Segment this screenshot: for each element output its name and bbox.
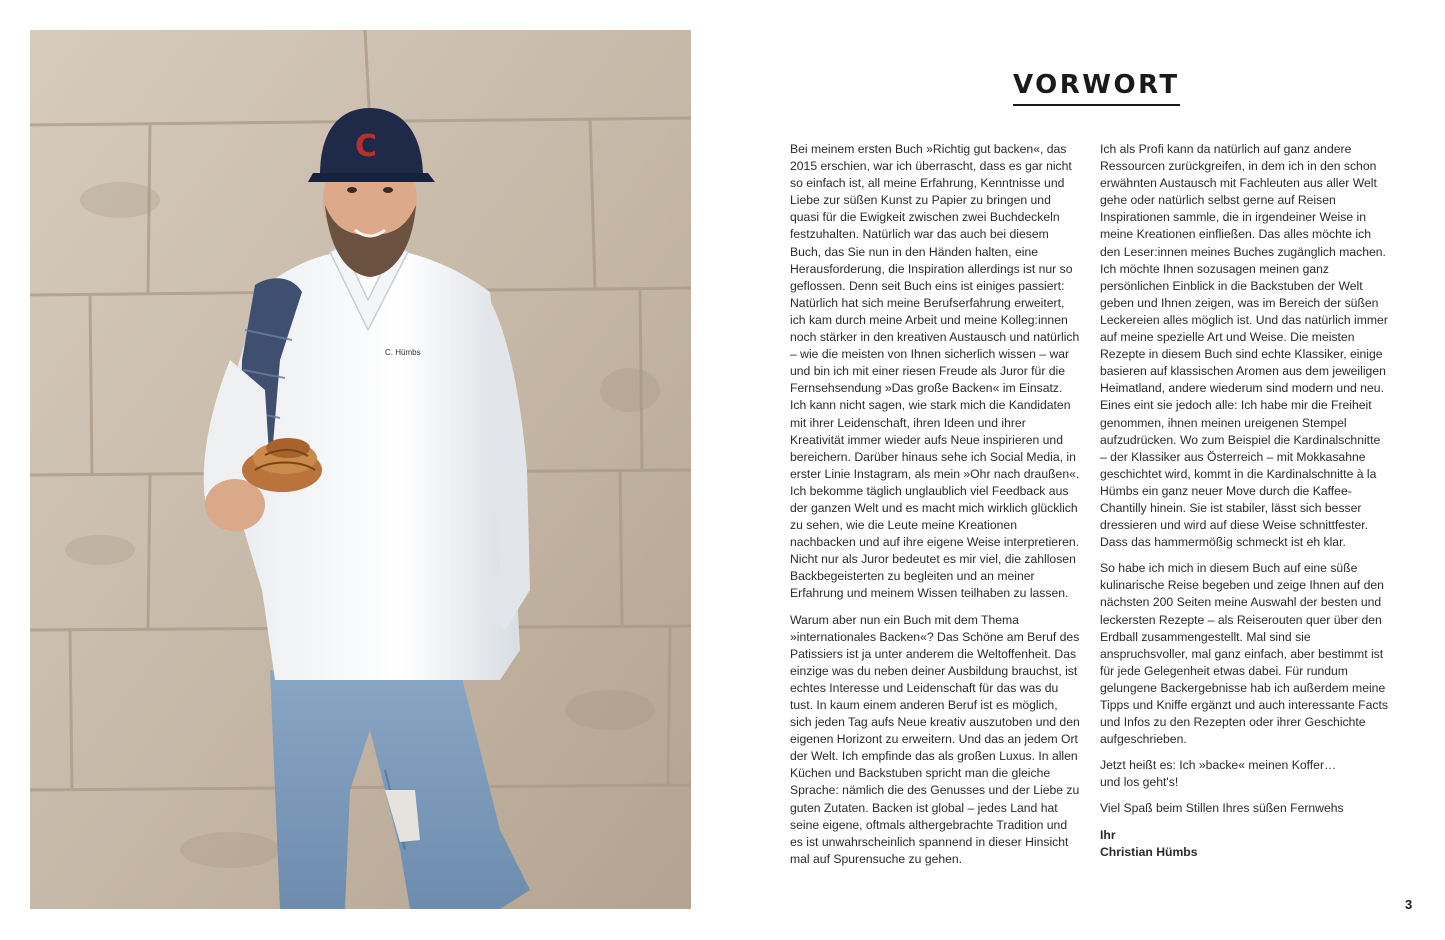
- signature-greeting: Ihr: [1100, 827, 1116, 842]
- page-number: 3: [1405, 897, 1413, 912]
- text-column-left: [790, 141, 1080, 877]
- jacket-name: C. Hümbs: [385, 348, 421, 357]
- paragraph: Warum aber nun ein Buch mit dem Thema »internationales Backen«? Das Schöne am Beruf des Patissiers ist ja unter anderem die Weltoffenheit. Das einzige was du neben deiner Ausbildung brauchst, ist echtes Interesse und Leidenschaft für das was du tust. In kaum einem anderen Beruf ist es möglich, sich jeden Tag aufs Neue kreativ auszutoben und den eigenen Horizont zu erweitern. Und das an jedem Ort der Welt. Ich empfinde das als großen Luxus. In allen Küchen und Backstuben spricht man die gleiche Sprache: nämlich die des Genusses und der Liebe zu guten Zutaten. Backen ist global – jedes Land hat seine eigene, oftmals althergebrachte Tradition und es ist unwahrscheinlich spannend in dieser Hinsicht mal auf Spurensuche zu gehen.: [790, 612, 1080, 866]
- paragraph: Ich als Profi kann da natürlich auf ganz andere Ressourcen zurückgreifen, in dem ich in den schon erwähnten Austausch mit Fachleuten aus aller Welt gehe oder natürlich selbst gerne auf Reisen Inspirationen sammle, die in irgendeiner Weise in meine Kreationen einfließen. Das alles möchte ich den Leser:innen meines Buches zugänglich machen. Ich möchte Ihnen sozusagen meinen ganz persönlichen Einblick in die Backstuben der Welt geben und Ihnen zeigen, was im Bereich der süßen Leckereien alles möglich ist. Und das natürlich immer auf meine spezielle Art und Weise. Die meisten Rezepte in diesem Buch sind echte Klassiker, einige basieren auf klassischen Aromen aus dem jeweiligen Heimatland, andere wiederum sind modern und neu. Eines eint sie jedoch alle: Ich habe mir die Freiheit genommen, ihnen meinen ureigenen Stempel aufzudrücken. Wo zum Beispiel die Kardinalschnitte – der Klassiker aus Österreich – mit Mokkasahne geschichtet wird, kommt in die Kardinalschnitte à la Hümbs ein ganz neuer Move durch die Kaffee-Chantilly hinein. Sie ist stabiler, lässt sich besser dressieren und wird auf diese Weise schnittfester. Dass das hammermößig schmeckt ist eh klar.: [1100, 142, 1388, 550]
- paragraph: und los geht's!: [1100, 775, 1179, 790]
- page-title: VORWORT: [1013, 70, 1180, 106]
- paragraph: Viel Spaß beim Stillen Ihres süßen Fernwehs: [1100, 801, 1344, 816]
- signature-name: Christian Hümbs: [1100, 844, 1198, 859]
- paragraph: So habe ich mich in diesem Buch auf eine süße kulinarische Reise begeben und zeige Ihnen auf den nächsten 200 Seiten meine Auswahl der besten und leckersten Rezepte – als Reiserouten quer über den Erdball zusammengestellt. Mal sind sie anspruchsvoller, mal ganz einfach, aber bestimmt ist für jede Gelegenheit etwas dabei. Für rundum gelungene Backergebnisse hab ich außerdem meine Tipps und Kniffe ergänzt und auch interessante Facts und Infos zu den Rezepten oder ihrer Geschichte aufgeschrieben.: [1100, 561, 1388, 747]
- paragraph: Bei meinem ersten Buch »Richtig gut backen«, das 2015 erschien, war ich überrascht, dass es gar nicht so einfach ist, all meine Erfahrung, Kenntnisse und Liebe zur süßen Kunst zu Papier zu bringen und quasi für die Ewigkeit zwischen zwei Buchdeckeln festzuhalten. Natürlich war das auch bei diesem Buch, das Sie nun in den Händen halten, eine Herausforderung, die Inspiration allerdings ist nur so geflossen. Denn seit Buch eins ist einiges passiert: Natürlich hat sich meine Berufserfahrung erweitert, ich kam durch meine Arbeit und meine Kolleg:innen noch stärker in den kreativen Austausch und natürlich – wie die meisten von Ihnen sicherlich wissen – war und bin ich mit einer riesen Freude als Juror für die Fernsehsendung »Das große Backen« im Einsatz. Ich kann nicht sagen, wie stark mich die Kandidaten mit ihrer Leidenschaft, ihren Ideen und ihrer Kreativität immer wieder aufs Neue inspirieren und bereichern. Darüber hinaus sehe ich Social Media, in erster Linie Instagram, als mein »Ohr nach draußen«. Ich bekomme täglich unglaublich viel Feedback aus der ganzen Welt und es macht mich wirklich glücklich zu sehen, wie die Leute meine Kreationen nachbacken und auf ihre eigene Weise interpretieren. Nicht nur als Juror bedeutet es mir viel, die zahllosen Backbegeisterten zu begleiten und an meiner Erfahrung und meinem Wissen teilhaben zu lassen.: [790, 142, 1080, 601]
- cap-logo: C: [355, 129, 378, 164]
- text-column-right: [1100, 141, 1390, 861]
- author-photo: [30, 30, 691, 909]
- paragraph: Jetzt heißt es: Ich »backe« meinen Koffer…: [1100, 758, 1337, 773]
- hand: [205, 479, 265, 531]
